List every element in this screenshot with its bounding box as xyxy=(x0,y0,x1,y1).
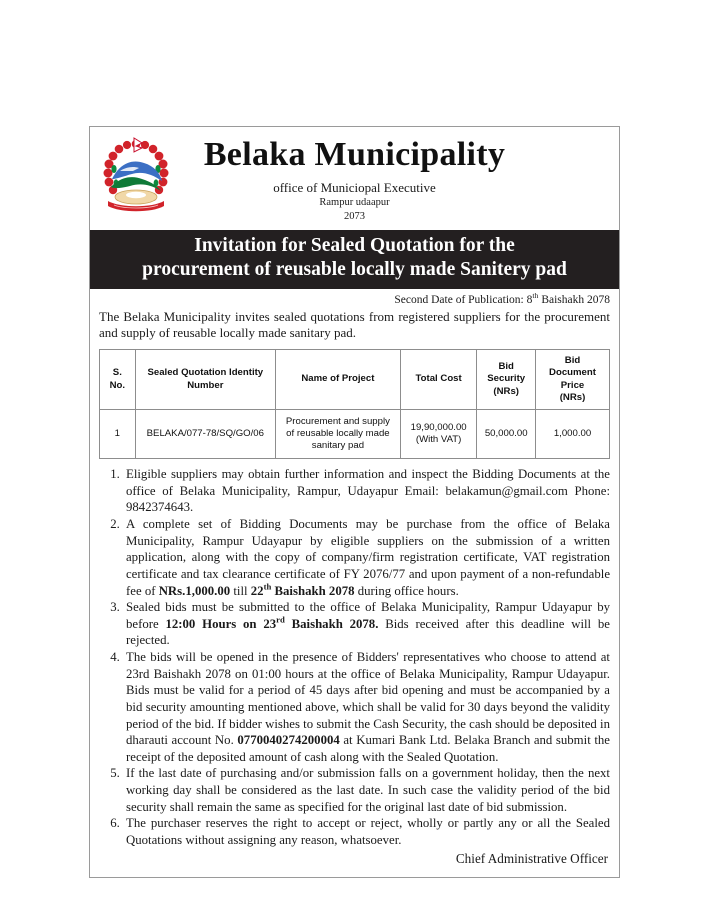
clause-text-run: 22 xyxy=(250,583,264,598)
notice-body xyxy=(90,289,619,877)
signatory-line: Chief Administrative Officer xyxy=(455,850,608,866)
column-header-sno xyxy=(100,350,136,410)
banner-line-2: procurement of reusable locally made Sanitery pad xyxy=(142,259,567,281)
table-header-row xyxy=(100,350,610,410)
header-text: (NRs) xyxy=(493,385,519,397)
clause-text-run: Sealed bids must be submitted to the office of Belaka Municipality, Rampur Udayapur by before xyxy=(126,600,610,631)
column-header-identity-number xyxy=(135,350,275,410)
table-row xyxy=(100,410,610,459)
address-line: Rampur udaapur xyxy=(319,196,390,208)
publication-date xyxy=(99,293,610,308)
cell-total-cost xyxy=(400,410,477,459)
notice-document xyxy=(89,126,620,878)
clause-text-run: Baishakh 2078 xyxy=(271,583,355,598)
cell-project-name xyxy=(275,410,400,459)
table-body xyxy=(100,410,610,459)
clause-item-3 xyxy=(123,599,610,649)
clause-list xyxy=(99,466,610,848)
organization-title: Belaka Municipality xyxy=(203,136,506,173)
cell-identity-number: BELAKA/077-78/SQ/GO/06 xyxy=(135,410,275,459)
intro-paragraph: The Belaka Municipality invites sealed quotations from registered suppliers for the procurement and supply of reusable locally made sanitary pad. xyxy=(99,308,610,341)
year-line: 2073 xyxy=(344,210,365,222)
column-header-bid-document-price xyxy=(536,350,610,410)
header-text: (NRs) xyxy=(559,391,586,403)
header-text: Name of Project xyxy=(301,373,375,385)
header-text: Number xyxy=(187,379,224,391)
header-text: Bid xyxy=(498,361,514,373)
header-text: No. xyxy=(109,379,126,391)
clause-text-run: The purchaser reserves the right to accept or reject, wholly or partly any or all the Sealed Quotations without assigning any reason, whatsoever. xyxy=(126,816,610,847)
clause-item-4 xyxy=(123,649,610,765)
clause-text-run: rd xyxy=(276,614,285,625)
clause-text-run: at Kumari Bank Ltd. Belaka Branch and submit the receipt of the deposited amount of cash along with the Sealed Quotation. xyxy=(126,733,610,764)
clause-text-run: 12:00 Hours on 23 xyxy=(165,616,277,631)
cell-bid-document-price: 1,000.00 xyxy=(536,410,610,459)
cell-text: Procurement and supply xyxy=(285,415,390,427)
clause-item-5 xyxy=(123,765,610,815)
clause-item-1 xyxy=(123,466,610,516)
clause-text-run: The bids will be opened in the presence of Bidders' representatives who choose to attend at 23rd Baishakh 2078 on 01:00 hours at the office of Belaka Municipality, Rampur Udayapur. Bids must be valid for a period of 45 days after bid opening and must be accompanied by a bid security amounting mentioned above, which shall be valid for 30 days beyond the validity period of the bid. If bidder wishes to submit the Cash Security, the cash should be deposited in dharauti account No. xyxy=(126,650,610,748)
clause-text-run: Baishakh 2078. xyxy=(284,616,379,631)
clause-text-run: If the last date of purchasing and/or submission falls on a government holiday, then the next working day shall be considered as the last date. In such case the validity period of the bid security shall remain the same as specified for the original last date of bid submission. xyxy=(126,766,610,814)
header-text: Document xyxy=(549,367,596,379)
publication-date-label: Second Date of Publication: 8 xyxy=(394,293,533,306)
clause-text-run: A complete set of Bidding Documents may be purchase from the office of Belaka Municipality, Rampur Udayapur by eligible suppliers on the submission of a written application, along with the copy of company/firm registration certificate, VAT registration certificate and tax clearance certificate of FY 2076/77 and upon payment of a non-refundable fee of xyxy=(126,517,610,598)
header-text: Sealed Quotation Identity xyxy=(147,367,264,379)
banner-line-1: Invitation for Sealed Quotation for the xyxy=(194,234,515,256)
column-header-project-name xyxy=(275,350,400,410)
clause-item-2 xyxy=(123,516,610,599)
clause-text-run: till xyxy=(230,583,251,598)
header-text: Price xyxy=(560,379,585,391)
header-text: Bid xyxy=(564,355,581,367)
clause-text-run: Eligible suppliers may obtain further information and inspect the Bidding Documents at the office of Belaka Municipality, Rampur, Udayapur Email: belakamun@gmail.com Phone: 9842374643. xyxy=(126,467,610,515)
nepal-government-emblem-icon xyxy=(100,135,172,215)
clause-text-run: th xyxy=(263,581,272,592)
notice-banner xyxy=(90,230,619,289)
header-text: Security xyxy=(487,373,526,385)
document-masthead xyxy=(90,127,619,230)
cell-text: sanitary pad xyxy=(311,440,365,452)
publication-date-rest: Baishakh 2078 xyxy=(538,293,610,306)
office-line: office of Municiopal Executive xyxy=(273,179,436,195)
nepal-flag-icon xyxy=(134,138,142,152)
cell-text: 19,90,000.00 xyxy=(410,421,467,433)
column-header-total-cost xyxy=(400,350,477,410)
header-text: Total Cost xyxy=(415,373,462,385)
bid-details-table xyxy=(99,349,610,459)
cell-text: (With VAT) xyxy=(415,434,462,446)
clause-text-run: NRs.1,000.00 xyxy=(158,583,231,598)
cell-bid-security: 50,000.00 xyxy=(477,410,536,459)
column-header-bid-security xyxy=(477,350,536,410)
clause-text-run: Bids received after this deadline will be rejected. xyxy=(126,616,610,648)
header-text: S. xyxy=(112,367,122,379)
clause-item-6 xyxy=(123,815,610,848)
cell-sno: 1 xyxy=(100,410,136,459)
clause-text-run: during office hours. xyxy=(354,583,459,598)
publication-date-ordinal: th xyxy=(532,291,539,301)
cell-text: of reusable locally made xyxy=(286,428,390,440)
clause-text-run: 0770040274200004 xyxy=(237,733,340,748)
